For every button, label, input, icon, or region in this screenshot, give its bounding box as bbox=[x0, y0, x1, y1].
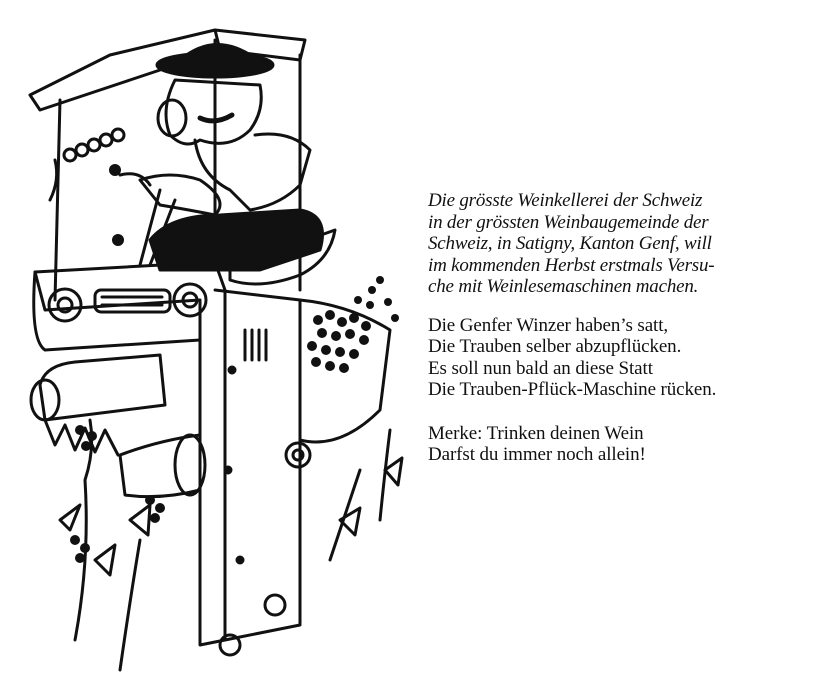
moral-line: Darfst du immer noch allein! bbox=[428, 444, 646, 465]
intro-line: in der grössten Weinbaugemeinde der bbox=[428, 211, 709, 233]
poem-line: Die Trauben selber abzupflücken. bbox=[428, 336, 682, 357]
moral-stanza bbox=[428, 423, 828, 466]
intro-line: che mit Weinlesemaschinen machen. bbox=[428, 276, 699, 297]
moral-line: Merke: Trinken deinen Wein bbox=[428, 422, 644, 444]
poem-line: Die Trauben-Pflück-Maschine rücken. bbox=[428, 379, 717, 400]
article-text bbox=[428, 190, 828, 466]
intro-line: Schweiz, in Satigny, Kanton Genf, will bbox=[428, 233, 712, 254]
poem-stanza bbox=[428, 315, 828, 401]
intro-line: im kommenden Herbst erstmals Versu- bbox=[428, 254, 715, 276]
intro-paragraph bbox=[428, 190, 828, 298]
poem-line: Es soll nun bald an diese Statt bbox=[428, 357, 653, 379]
intro-line: Die grösste Weinkellerei der Schweiz bbox=[428, 190, 703, 211]
poem-line: Die Genfer Winzer haben’s satt, bbox=[428, 314, 669, 336]
farmer-figure bbox=[120, 44, 323, 270]
harvester-machine bbox=[31, 262, 390, 655]
